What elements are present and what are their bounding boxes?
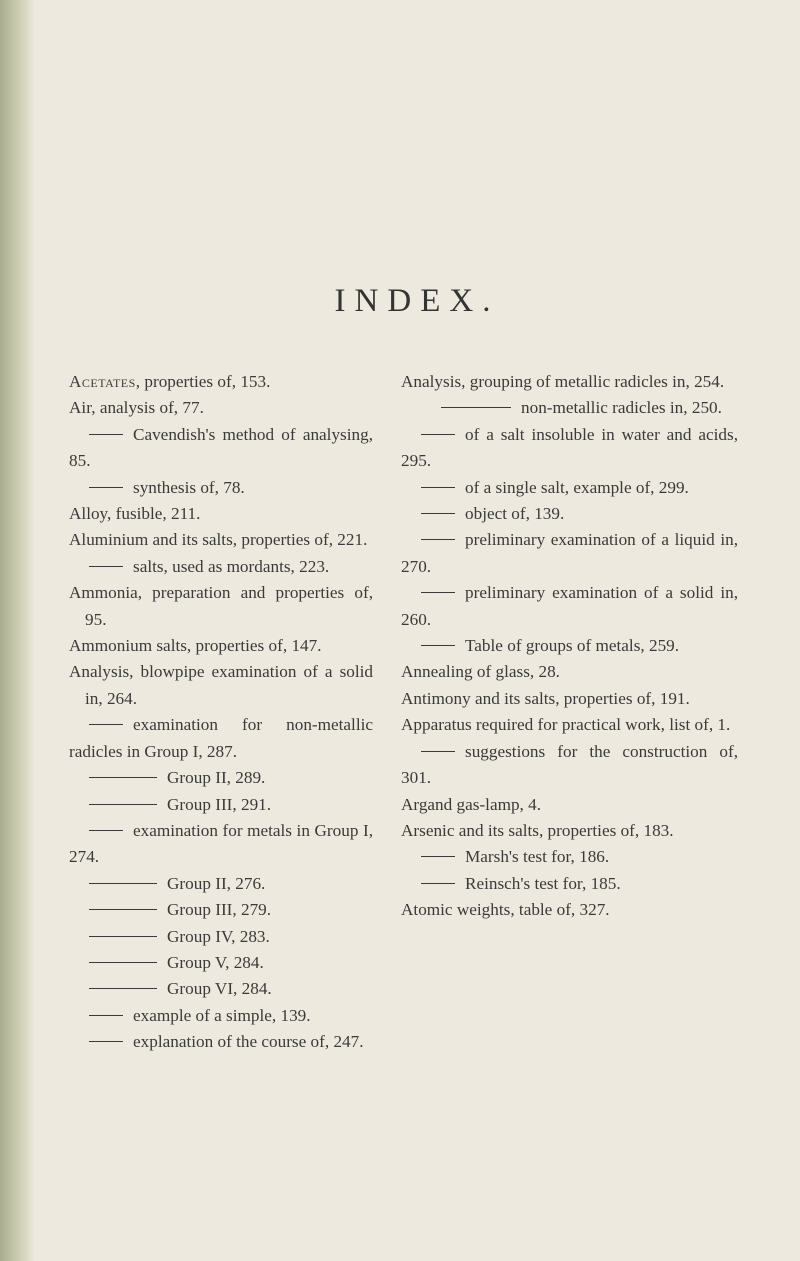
- index-entry-text: Table of groups of metals, 259.: [465, 636, 680, 656]
- ditto-dash: [89, 962, 157, 963]
- index-entry: [69, 422, 373, 475]
- index-entry: [69, 1029, 373, 1055]
- ditto-dash: [421, 856, 455, 857]
- index-entry-text: preliminary examination of a solid in, 260.: [401, 583, 738, 629]
- ditto-dash: [421, 434, 455, 435]
- ditto-dash: [89, 1041, 123, 1042]
- index-entry-text: , properties of, 153.: [135, 372, 271, 391]
- ditto-dash: [89, 936, 157, 937]
- ditto-dash: [89, 804, 157, 805]
- index-entry-text: Analysis, grouping of metallic radicles in, 254.: [401, 372, 725, 391]
- index-entry: [401, 475, 738, 501]
- ditto-dash: [89, 883, 157, 884]
- index-entry-text: synthesis of, 78.: [133, 477, 245, 497]
- book-binding-edge: [0, 0, 34, 1261]
- index-entry-text: Group V, 284.: [167, 952, 264, 972]
- index-entry: [401, 712, 738, 738]
- index-entry-text: Reinsch's test for, 185.: [465, 873, 621, 893]
- index-entry-text: suggestions for the construction of, 301.: [401, 741, 738, 788]
- index-entry-text: Argand gas-lamp, 4.: [401, 794, 542, 814]
- ditto-dash: [89, 909, 157, 910]
- index-entry: [401, 792, 738, 818]
- index-entry: [401, 871, 738, 897]
- ditto-dash: [89, 566, 123, 567]
- index-entry: [401, 527, 738, 580]
- index-entry-text: Group III, 279.: [167, 900, 272, 920]
- index-entry: [69, 580, 373, 633]
- index-entry: [401, 633, 738, 659]
- index-entry-text: salts, used as mordants, 223.: [133, 556, 330, 576]
- index-entry: [401, 422, 738, 475]
- index-entry-text: Apparatus required for practical work, list of, 1.: [401, 715, 731, 735]
- ditto-dash: [89, 434, 123, 435]
- ditto-dash: [421, 751, 455, 752]
- index-entry: [69, 1003, 373, 1029]
- index-entry: [69, 659, 373, 712]
- index-entry: [401, 501, 738, 527]
- index-entry-text: examination for non-metallic radicles in Group I, 287.: [69, 715, 373, 761]
- index-entry-text: Ammonia, preparation and properties of, 95.: [69, 583, 373, 629]
- ditto-dash: [89, 724, 123, 725]
- index-entry: [401, 395, 738, 421]
- index-entry-text: examination for metals in Group I, 274.: [69, 820, 373, 867]
- index-entry-text: Group VI, 284.: [167, 979, 272, 999]
- ditto-dash: [89, 487, 123, 488]
- ditto-dash: [89, 830, 123, 831]
- index-entry-text: Group III, 291.: [167, 794, 272, 814]
- ditto-dash: [421, 487, 455, 488]
- index-entry-text: Atomic weights, table of, 327.: [401, 900, 610, 920]
- index-entry-text: Arsenic and its salts, properties of, 183.: [401, 820, 674, 840]
- index-entry-text: non-metallic radicles in, 250.: [521, 398, 722, 418]
- index-entry: [69, 897, 373, 923]
- index-entry: [69, 712, 373, 765]
- index-entry: [69, 950, 373, 976]
- ditto-dash: [421, 539, 455, 540]
- index-entry-text: Air, analysis of, 77.: [69, 398, 204, 418]
- index-entry-text: example of a simple, 139.: [133, 1005, 311, 1025]
- index-entry: [69, 527, 373, 553]
- index-entry-text: Group IV, 283.: [167, 926, 270, 946]
- index-entry: [69, 871, 373, 897]
- index-entry-text: Group II, 276.: [167, 873, 266, 893]
- index-entry: [69, 395, 373, 421]
- index-entry: [69, 554, 373, 580]
- index-entry-text: Alloy, fusible, 211.: [69, 504, 201, 524]
- index-entry-text: Marsh's test for, 186.: [465, 847, 610, 867]
- index-column-right: [401, 369, 738, 924]
- index-entry-lead: Acetates: [69, 372, 136, 391]
- ditto-dash: [421, 513, 455, 514]
- index-entry: [69, 976, 373, 1002]
- index-entry: [69, 475, 373, 501]
- index-entry-text: Group II, 289.: [167, 768, 266, 788]
- index-entry-text: of a salt insoluble in water and acids, 295.: [401, 424, 738, 471]
- index-entry-text: Annealing of glass, 28.: [401, 662, 560, 682]
- index-entry: [69, 792, 373, 818]
- index-column-left: [69, 369, 373, 1056]
- ditto-dash: [421, 592, 455, 593]
- index-entry: [401, 844, 738, 870]
- page-title: INDEX.: [334, 283, 500, 319]
- index-entry-text: of a single salt, example of, 299.: [465, 477, 689, 497]
- index-entry-text: explanation of the course of, 247.: [133, 1032, 364, 1052]
- index-entry: [69, 369, 373, 395]
- index-entry: [401, 580, 738, 633]
- index-entry: [401, 739, 738, 792]
- ditto-dash: [89, 1015, 123, 1016]
- ditto-dash: [89, 988, 157, 989]
- index-entry-text: Ammonium salts, properties of, 147.: [69, 636, 322, 656]
- index-entry-text: Cavendish's method of analysing, 85.: [69, 424, 373, 471]
- ditto-dash: [421, 645, 455, 646]
- index-entry: [69, 633, 373, 659]
- index-entry: [401, 369, 738, 395]
- ditto-dash: [441, 407, 511, 408]
- index-entry-text: Antimony and its salts, properties of, 191.: [401, 688, 690, 708]
- index-entry: [69, 818, 373, 871]
- index-entry: [69, 501, 373, 527]
- index-entry: [401, 659, 738, 685]
- index-entry: [69, 765, 373, 791]
- index-entry-text: Analysis, blowpipe examination of a solid in, 264.: [69, 662, 373, 708]
- ditto-dash: [89, 777, 157, 778]
- index-entry-text: Aluminium and its salts, properties of, 221.: [69, 530, 368, 550]
- index-entry: [401, 897, 738, 923]
- index-entry: [69, 924, 373, 950]
- index-entry-text: object of, 139.: [465, 504, 565, 524]
- ditto-dash: [421, 883, 455, 884]
- index-entry-text: preliminary examination of a liquid in, 270.: [401, 530, 738, 576]
- index-entry: [401, 818, 738, 844]
- index-entry: [401, 686, 738, 712]
